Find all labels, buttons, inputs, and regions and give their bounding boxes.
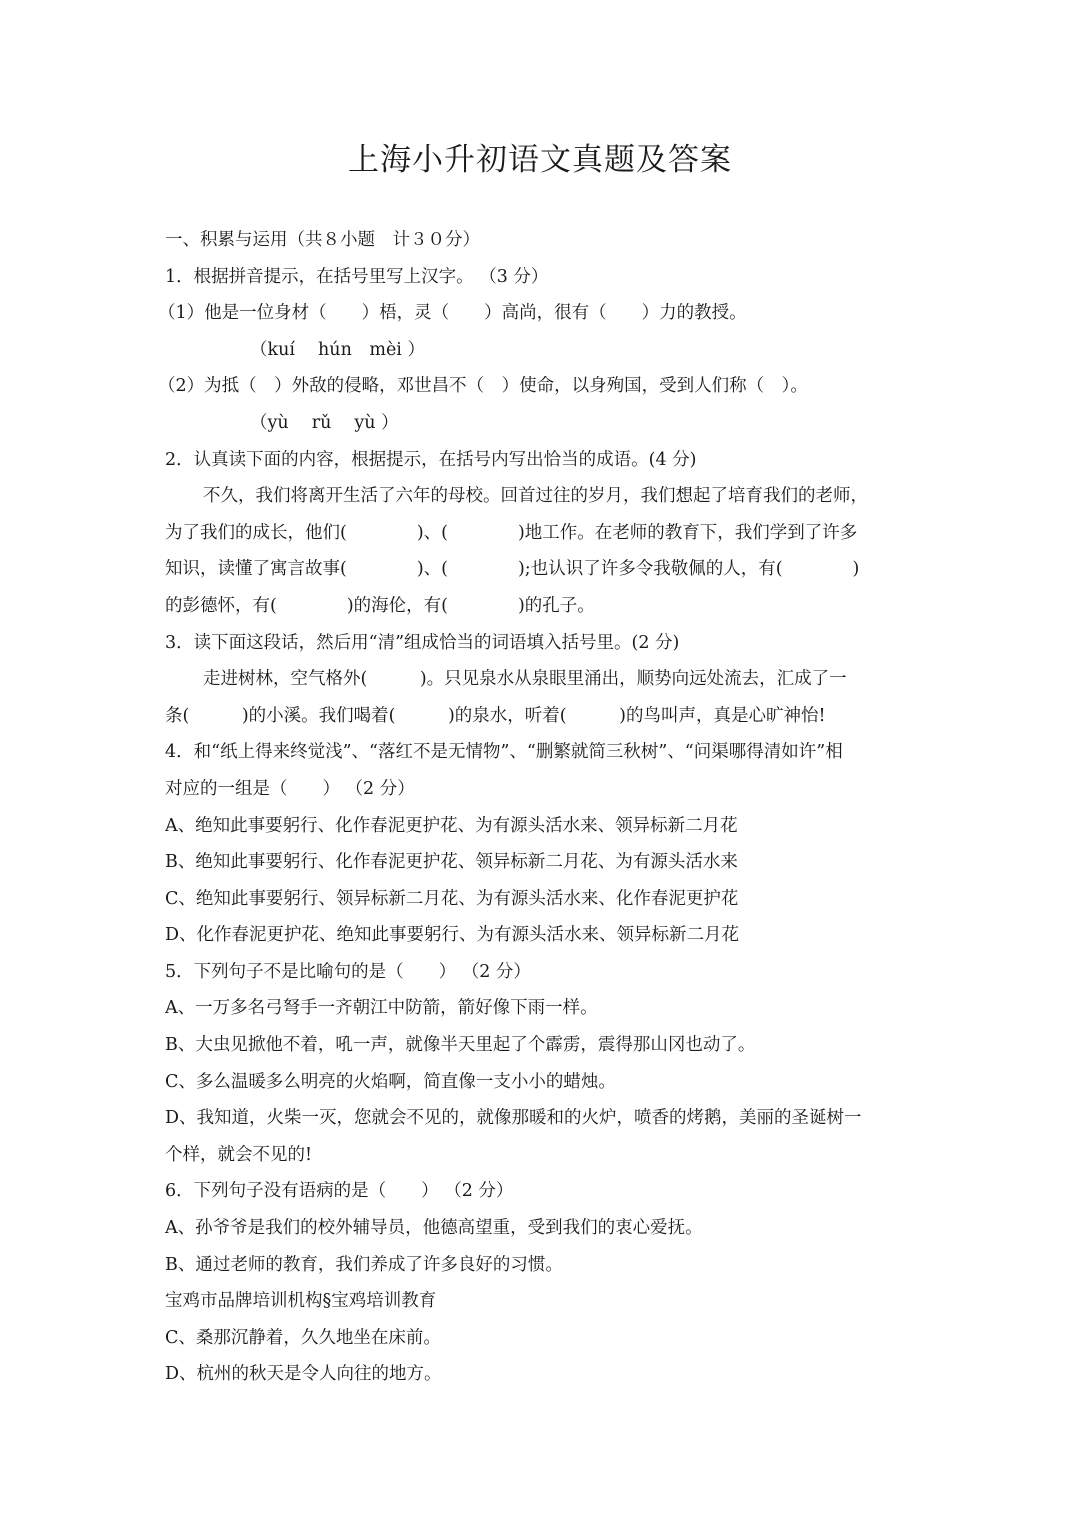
question-3-passage-line: 条( )的小溪。我们喝着( )的泉水，听着( )的鸟叫声，真是心旷神怡!: [165, 705, 826, 726]
document-body: [158, 222, 917, 1393]
question-4-prompt-cont: 对应的一组是（ ） （2 分）: [165, 778, 415, 799]
watermark-line: 宝鸡市品牌培训机构§宝鸡培训教育: [165, 1291, 437, 1312]
question-4-prompt: 4．和“纸上得来终觉浅”、“落红不是无情物”、“删繁就简三秋树”、“问渠哪得清如许”相: [165, 742, 843, 763]
question-5-option-d-cont: 个样，就会不见的!: [165, 1144, 313, 1165]
question-2-passage-line: 知识，读懂了寓言故事( )、( );也认识了许多令我敬佩的人，有( ): [165, 559, 860, 580]
question-4-option-b: B、绝知此事要躬行、化作春泥更护花、领异标新二月花、为有源头活水来: [165, 852, 738, 873]
question-1-prompt: 1．根据拼音提示，在括号里写上汉字。 （3 分）: [165, 266, 549, 287]
question-2-passage-line: 为了我们的成长，他们( )、( )地工作。在老师的教育下，我们学到了许多: [165, 522, 858, 543]
question-5-prompt: 5．下列句子不是比喻句的是（ ） （2 分）: [165, 961, 531, 982]
question-1-item-2: （2）为抵（ ）外敌的侵略，邓世昌不（ ）使命，以身殉国，受到人们称（ ）。: [158, 376, 808, 397]
page-title: 上海小升初语文真题及答案: [348, 142, 732, 178]
question-2-prompt: 2．认真读下面的内容，根据提示，在括号内写出恰当的成语。(4 分): [165, 449, 697, 470]
pinyin-hint-1: （kuí hún mèi ）: [250, 339, 425, 360]
question-6-option-d: D、杭州的秋天是令人向往的地方。: [165, 1364, 442, 1385]
question-1-item-1: （1）他是一位身材（ ）梧，灵（ ）高尚，很有（ ）力的教授。: [158, 303, 747, 324]
question-3-prompt: 3．读下面这段话，然后用“清”组成恰当的词语填入括号里。(2 分): [165, 632, 680, 653]
question-2-passage-line: 不久，我们将离开生活了六年的母校。回首过往的岁月，我们想起了培育我们的老师，: [203, 486, 868, 507]
question-4-option-a: A、绝知此事要躬行、化作春泥更护花、为有源头活水来、领异标新二月花: [165, 815, 738, 836]
question-5-option-b: B、大虫见掀他不着，吼一声，就像半天里起了个霹雳，震得那山冈也动了。: [165, 1035, 756, 1056]
section-heading: 一、积累与运用（共８小题 计３０分）: [165, 230, 480, 250]
question-6-option-a: A、孙爷爷是我们的校外辅导员，他德高望重，受到我们的衷心爱抚。: [165, 1218, 703, 1239]
question-5-option-a: A、一万多名弓弩手一齐朝江中防箭，箭好像下雨一样。: [165, 998, 598, 1019]
question-6-option-c: C、桑那沉静着，久久地坐在床前。: [165, 1327, 441, 1348]
question-6-prompt: 6．下列句子没有语病的是（ ） （2 分）: [165, 1181, 514, 1202]
question-3-passage-line: 走进树林，空气格外( )。只见泉水从泉眼里涌出，顺势向远处流去，汇成了一: [203, 669, 847, 690]
question-6-option-b: B、通过老师的教育，我们养成了许多良好的习惯。: [165, 1254, 563, 1275]
question-5-option-c: C、多么温暖多么明亮的火焰啊，简直像一支小小的蜡烛。: [165, 1071, 616, 1092]
question-2-passage-line: 的彭德怀，有( )的海伦，有( )的孔子。: [165, 595, 595, 616]
question-5-option-d: D、我知道，火柴一灭，您就会不见的，就像那暖和的火炉，喷香的烤鹅，美丽的圣诞树一: [165, 1108, 862, 1129]
question-4-option-d: D、化作春泥更护花、绝知此事要躬行、为有源头活水来、领异标新二月花: [165, 925, 740, 946]
pinyin-hint-2: （yù rǔ yù ）: [250, 412, 399, 433]
question-4-option-c: C、绝知此事要躬行、领异标新二月花、为有源头活水来、化作春泥更护花: [165, 888, 739, 909]
